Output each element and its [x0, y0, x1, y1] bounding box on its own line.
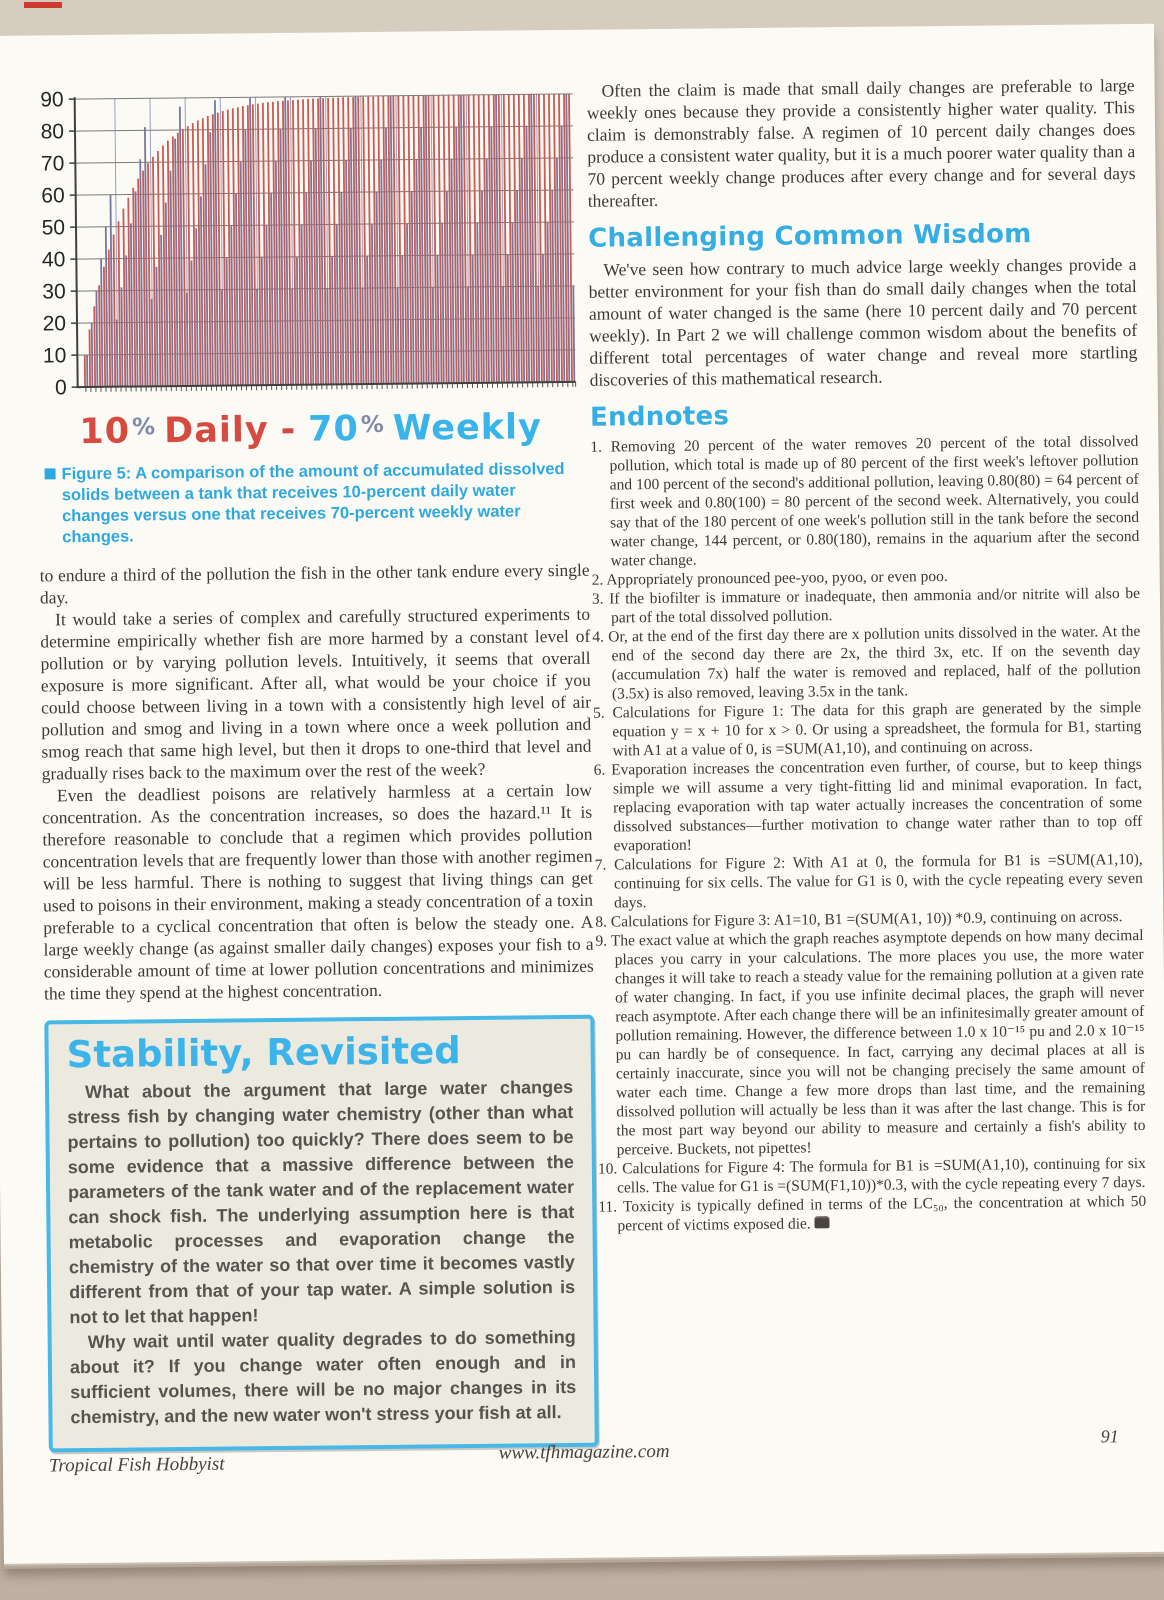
- page-footer: [48, 1426, 1149, 1492]
- svg-text:0: 0: [54, 376, 67, 400]
- legend-segment: %: [131, 414, 157, 441]
- endnote-text: Toxicity is typically defined in terms of the LC₅₀, the concentration at which 50 percent of victims exposed die.: [617, 1192, 1147, 1235]
- endnote-item: Removing 20 percent of the water removes 20 percent of the total dissolved pollution, which total is made up of 80 percent of the first week's leftover pollution and 100 percent of the second's additional pollution, leaving 0.80(80) = 64 percent of first week and 0.80(100) = 80 percent of the second week. Alternatively, you could say that of the 180 percent of one week's pollution still in the tank before the second water change, 144 percent, or 0.80(180), remains in the aquarium after the second water change.: [609, 432, 1140, 570]
- legend-segment: -: [280, 409, 297, 450]
- svg-text:90: 90: [40, 88, 64, 112]
- endnote-item: If the biofilter is immature or inadequate, then ammonia and/or nitrite will also be part of the total dissolved pollution.: [609, 584, 1141, 627]
- svg-text:70: 70: [40, 152, 65, 176]
- scan-artifact-red-mark: [24, 2, 62, 8]
- legend-segment: Weekly: [392, 407, 543, 449]
- caption-bullet-icon: [45, 468, 56, 479]
- chart-legend: [38, 409, 583, 451]
- body-paragraph: to endure a third of the pollution the fish in the other tank endure every single day.: [39, 559, 590, 608]
- sidebar-title: Stability, Revisited: [66, 1029, 461, 1077]
- svg-text:80: 80: [40, 120, 65, 144]
- svg-text:40: 40: [41, 248, 66, 272]
- website-url: www.tfhmagazine.com: [498, 1440, 670, 1464]
- body-paragraph: Often the claim is made that small daily changes are preferable to large weekly ones because they provide a consistently higher water quality. This claim is demonstrably false. A regimen of 10 percent daily changes does produce a consistent water quality, but it is a much poorer water quality than a 70 percent weekly change produces after every change and for several days thereafter.: [586, 74, 1136, 211]
- heading-endnotes: Endnotes: [589, 401, 730, 433]
- sidebar-paragraph: Why wait until water quality degrades to do something about it? If you change water often enough and in sufficient volumes, there will be no major changes in its chemistry, and the new water won't stress your fish at all.: [69, 1326, 577, 1428]
- journal-name: Tropical Fish Hobbyist: [48, 1453, 225, 1477]
- svg-text:60: 60: [41, 184, 65, 208]
- heading-challenging-common-wisdom: Challenging Common Wisdom: [587, 219, 1032, 254]
- stability-sidebar: [44, 1015, 598, 1453]
- body-paragraph: Even the deadliest poisons are relatively harmless at a certain low concentration. As the concentration increases, so does the hazard.¹¹ It is therefore reasonable to conclude that a regimen which provides pollution concentration levels that are frequently lower than those with another regimen will be less harmful. There is nothing to suggest that living things can get used to poisons in their environment, making a steady concentration of a toxin preferable to a cyclical concentration that often is below the steady one. A large weekly change (as against smaller daily changes) exposes your fish to a considerable amount of time at lower pollution concentrations and minimizes the time they spend at the highest concentration.: [42, 779, 594, 1004]
- sidebar-paragraph: What about the argument that large water changes stress fish by changing water chemistry (other than what pertains to pollution) too quickly? There does seem to be some evidence that a massive difference between the parameters of the tank water and of the replacement water can shock fish. The underlying assumption here is that metabolic processes and evaporation change the chemistry of the water so that over time it becomes vastly different from that of your tap water. A simple solution is not to let that happen!: [67, 1076, 576, 1328]
- legend-segment: 70: [307, 409, 360, 450]
- chart-plot-area: [35, 86, 583, 413]
- endnote-item: [598, 1192, 1146, 1236]
- endnote-item: Appropriately pronounced pee-yoo, pyoo, or even poo.: [606, 567, 948, 589]
- body-paragraph: It would take a series of complex and carefully structured experiments to determine empirically whether fish are more harmed by a constant level of pollution or by varying pollution levels. Intuitively, it seems that overall exposure is more significant. After all, what would be your choice if you could choose between living in a town with a consistently high level of air pollution and smog and living in a town where once a week pollution and smog reach that same high level, but then it drops to one-third that level and gradually rises back to the maximum over the rest of the week?: [40, 603, 592, 784]
- legend-segment: %: [360, 411, 386, 439]
- figure-caption-text: Figure 5: A comparison of the amount of accumulated dissolved solids between a tank that receives 10-percent daily water changes versus one that receives 70-percent weekly water changes.: [61, 459, 565, 547]
- right-column: [586, 74, 1146, 1236]
- svg-text:50: 50: [41, 216, 66, 240]
- endnote-item: Or, at the end of the first day there are x pollution units dissolved in the water. At the end of the second day there are 2x, the third 3x, etc. If on the seventh day (accumulation 7x) half the water is removed and replaced, half of the pollution (3.5x) is also removed, leaving 3.5x in the tank.: [608, 622, 1141, 703]
- tfh-logo-icon: [815, 1216, 830, 1228]
- svg-text:20: 20: [42, 312, 67, 336]
- legend-segment: Daily: [163, 410, 269, 452]
- endnote-item: Calculations for Figure 4: The formula for B1 is =SUM(A1,10), continuing for six cells. The value for G1 is =(SUM(F1,10))*0.3, with the cycle repeating every 7 days.: [617, 1154, 1146, 1197]
- endnote-item: The exact value at which the graph reaches asymptote depends on how many decimal places you carry in your calculations. The more places you use, the more water changes it will take to reach a steady value for the remaining pollution at a given rate of water changing. In fact, if you use infinite decimal places, the graph will never reach asymptote. After each change there will be an infinitesimally greater amount of pollution remaining. However, the difference between 1.0 x 10⁻¹⁵ pu and 2.0 x 10⁻¹⁵ pu can hardly be of consequence. In fact, carrying any decimal places at all is certainly inaccurate, since you will not be changing precisely the same amount of water each time. Change a few more drops than last time, and the remaining dissolved pollution will actually be less than it was after the last change. This is for the most part way beyond our ability to measure and certainly a fish's ability to perceive. Buckets, not pipettes!: [610, 926, 1146, 1159]
- page-number: 91: [1100, 1426, 1119, 1447]
- endnotes-list: [590, 432, 1146, 1236]
- figure-caption: [44, 459, 587, 549]
- endnote-item: Evaporation increases the concentration even further, of course, but to keep things simple we will assume a very tight-fitting lid and minimal evaporation. In fact, replacing evaporation with tap water actually increases the concentration of some dissolved substances—further motivation to change water rather than to top off evaporation!: [611, 755, 1143, 855]
- endnote-item: Calculations for Figure 2: With A1 at 0, the formula for B1 is =SUM(A1,10), continuing for six cells. The value for G1 is 0, with the cycle repeating every seven days.: [613, 850, 1143, 912]
- left-column: [35, 86, 599, 1453]
- magazine-page: [0, 24, 1164, 1564]
- endnote-item: Calculations for Figure 3: A1=10, B1 =(SUM(A1, 10)) *0.9, continuing on across.: [610, 908, 1123, 931]
- body-paragraph: We've seen how contrary to much advice large weekly changes provide a better environment for your fish than do small daily changes when the total amount of water changed is the same (here 10 percent daily and 70 percent weekly). In Part 2 we will challenge common wisdom about the benefits of different total percentages of water change and reveal more startling discoveries of this mathematical research.: [588, 253, 1138, 390]
- svg-text:30: 30: [42, 280, 66, 304]
- svg-text:10: 10: [42, 344, 67, 368]
- legend-segment: 10: [79, 411, 131, 453]
- endnote-item: Calculations for Figure 1: The data for this graph are generated by the simple equation y = x + 10 for x > 0. Or using a spreadsheet, the formula for B1, starting with A1 at a value of 0, is =SUM(A1,10), and continuing on across.: [612, 698, 1142, 760]
- figure5-chart: [35, 86, 584, 451]
